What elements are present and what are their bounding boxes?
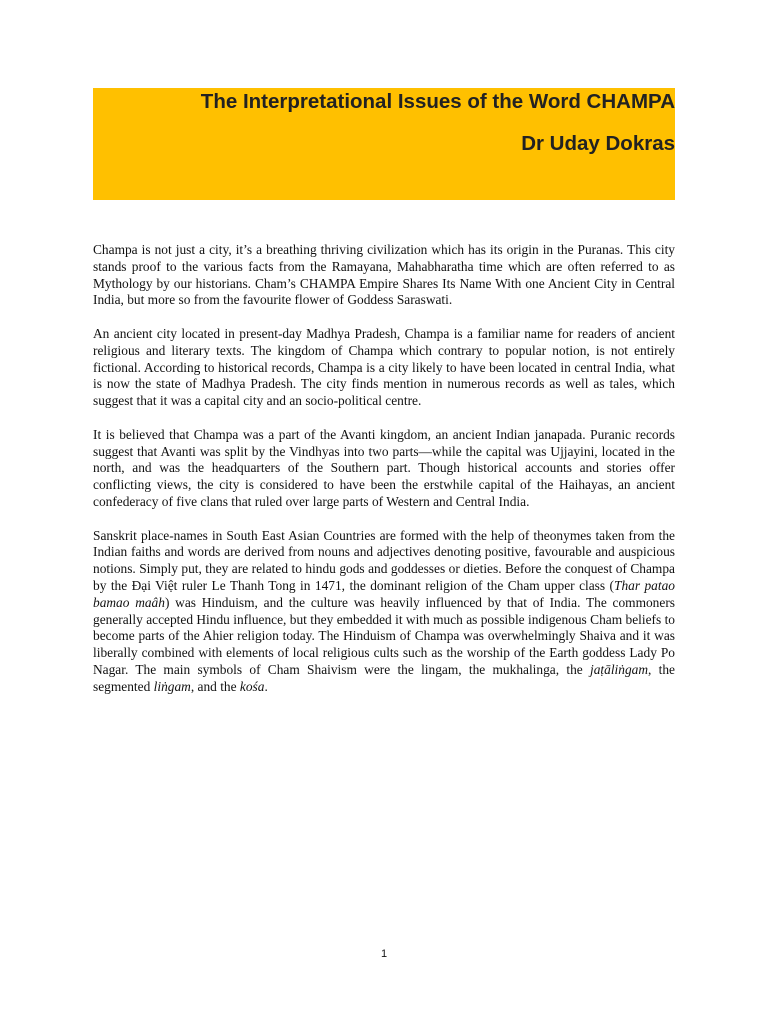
paragraph-2: An ancient city located in present-day Madhya Pradesh, Champa is a familiar name for readers of ancient religious and literary texts. The kingdom of Champa which contrary to popular notion, is not entirely fictional. According to historical records, Champa is a city likely to have been located in central India, what is now the state of Madhya Pradesh. The city finds mention in numerous records as well as tales, which suggest that it was a capital city and an socio-political centre. [93,325,675,409]
page-number: 1 [380,948,388,960]
document-title: The Interpretational Issues of the Word CHAMPA [200,90,675,113]
paragraph-1: Champa is not just a city, it’s a breathing thriving civilization which has its origin in the Puranas. This city stands proof to the various facts from the Ramayana, Mahabharatha time which are often referred to as Mythology by our historians. Cham’s CHAMPA Empire Shares Its Name With one Ancient City in Central India, but more so from the favourite flower of Goddess Saraswati. [93,242,675,308]
paragraph-4-text-4: , and the [190,678,240,694]
title-banner [93,88,675,200]
paragraph-4-text-1: Sanskrit place-names in South East Asian Countries are formed with the help of theonymes taken from the Indian faiths and words are derived from nouns and adjectives denoting positive, favourable and auspicious notions. Simply put, they are related to hindu gods and goddesses or dieties. Before the conquest of Champa by the Đại Việt ruler Le Thanh Tong in 1471, the dominant religion of the Cham upper class ( [93,527,675,593]
paragraph-4-italic-3: liṅgam [153,678,191,694]
paragraph-4-italic-2: jaṭāliṅgam [589,661,649,677]
document-author: Dr Uday Dokras [521,132,675,155]
paragraph-4-text-3: , the segmented [93,661,675,694]
paragraph-4-italic-4: kośa [239,678,265,694]
paragraph-4-text-2: ) was Hinduism, and the culture was heavily influenced by that of India. The commoners generally accepted Hindu influence, but they embedded it with much as possible indigenous Cham beliefs to become parts of the Ahier religion today. The Hinduism of Champa was overwhelmingly Shaiva and it was liberally combined with elements of local religious cults such as the worship of the Earth goddess Lady Po Nagar. The main symbols of Cham Shaivism were the lingam, the mukhalinga, the [93,594,675,677]
paragraph-4 [93,528,675,696]
paragraph-4-italic-1: Thar patao bamao maâh [93,577,675,610]
paragraph-4-text-5: . [264,678,268,694]
document-body [93,242,675,712]
paragraph-3: It is believed that Champa was a part of the Avanti kingdom, an ancient Indian janapada. Puranic records suggest that Avanti was split by the Vindhyas into two parts—while the capital was Ujjayini, located in the north, and was the headquarters of the Southern part. Though historical accounts and stories offer conflicting views, the city is considered to have been the erstwhile capital of the Haihayas, an ancient confederacy of five clans that ruled over large parts of Western and Central India. [93,426,675,509]
